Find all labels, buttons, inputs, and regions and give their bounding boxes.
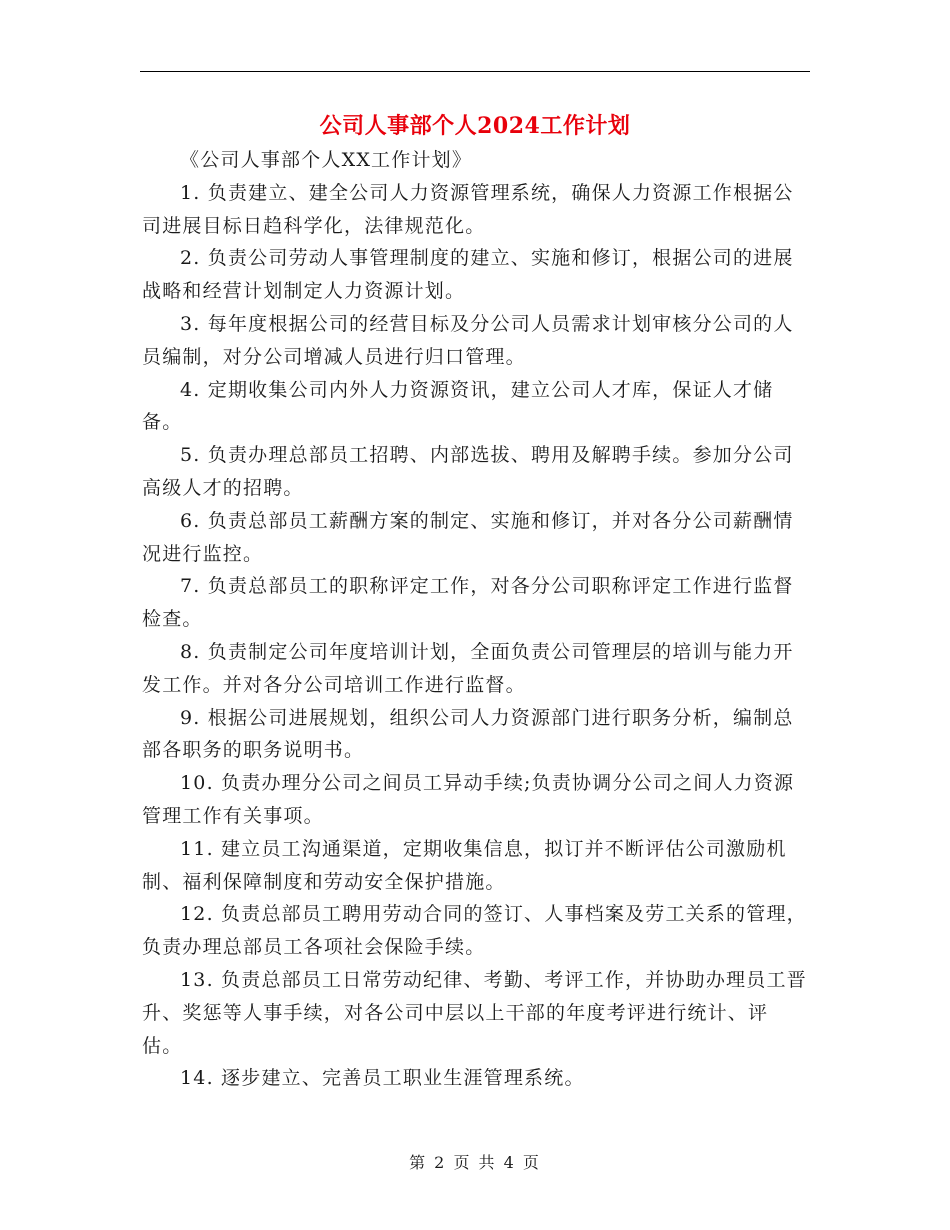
paragraph-12: 12. 负责总部员工聘用劳动合同的签订、人事档案及劳工关系的管理，负责办理总部员工各项社会保险手续。 [142,903,807,959]
document-title: 公司人事部个人2024工作计划 [319,113,631,139]
paragraph-7: 7. 负责总部员工的职称评定工作，对各分公司职称评定工作进行监督检查。 [142,575,794,631]
header-rule [140,71,810,72]
paragraph-14: 14. 逐步建立、完善员工职业生涯管理系统。 [180,1067,585,1090]
paragraph-5: 5. 负责办理总部员工招聘、内部选拔、聘用及解聘手续。参加分公司高级人才的招聘。 [142,444,794,499]
document-body [142,144,808,1095]
paragraph-10: 10. 负责办理分公司之间员工异动手续;负责协调分公司之间人力资源管理工作有关事项。 [142,772,795,827]
page-number: 第 2 页 共 4 页 [409,1153,541,1172]
paragraph-3: 3. 每年度根据公司的经营目标及分公司人员需求计划审核分公司的人员编制，对分公司增减人员进行归口管理。 [142,312,794,368]
paragraph-9: 9. 根据公司进展规划，组织公司人力资源部门进行职务分析，编制总部各职务的职务说明书。 [142,706,794,762]
paragraph-11: 11. 建立员工沟通渠道，定期收集信息，拟订并不断评估公司激励机制、福利保障制度和劳动安全保护措施。 [142,837,787,893]
paragraph-2: 2. 负责公司劳动人事管理制度的建立、实施和修订，根据公司的进展战略和经营计划制定人力资源计划。 [142,247,794,303]
document-subtitle: 《公司人事部个人XX工作计划》 [180,149,473,171]
paragraph-6: 6. 负责总部员工薪酬方案的制定、实施和修订，并对各分公司薪酬情况进行监控。 [142,509,794,565]
paragraph-1: 1. 负责建立、建全公司人力资源管理系统，确保人力资源工作根据公司进展目标日趋科学化，法律规范化。 [142,181,794,237]
paragraph-13: 13. 负责总部员工日常劳动纪律、考勤、考评工作，并协助办理员工晋升、奖惩等人事手续，对各公司中层以上干部的年度考评进行统计、评估。 [142,968,807,1057]
paragraph-8: 8. 负责制定公司年度培训计划，全面负责公司管理层的培训与能力开发工作。并对各分公司培训工作进行监督。 [142,640,794,696]
paragraph-4: 4. 定期收集公司内外人力资源资讯，建立公司人才库，保证人才储备。 [142,378,774,434]
